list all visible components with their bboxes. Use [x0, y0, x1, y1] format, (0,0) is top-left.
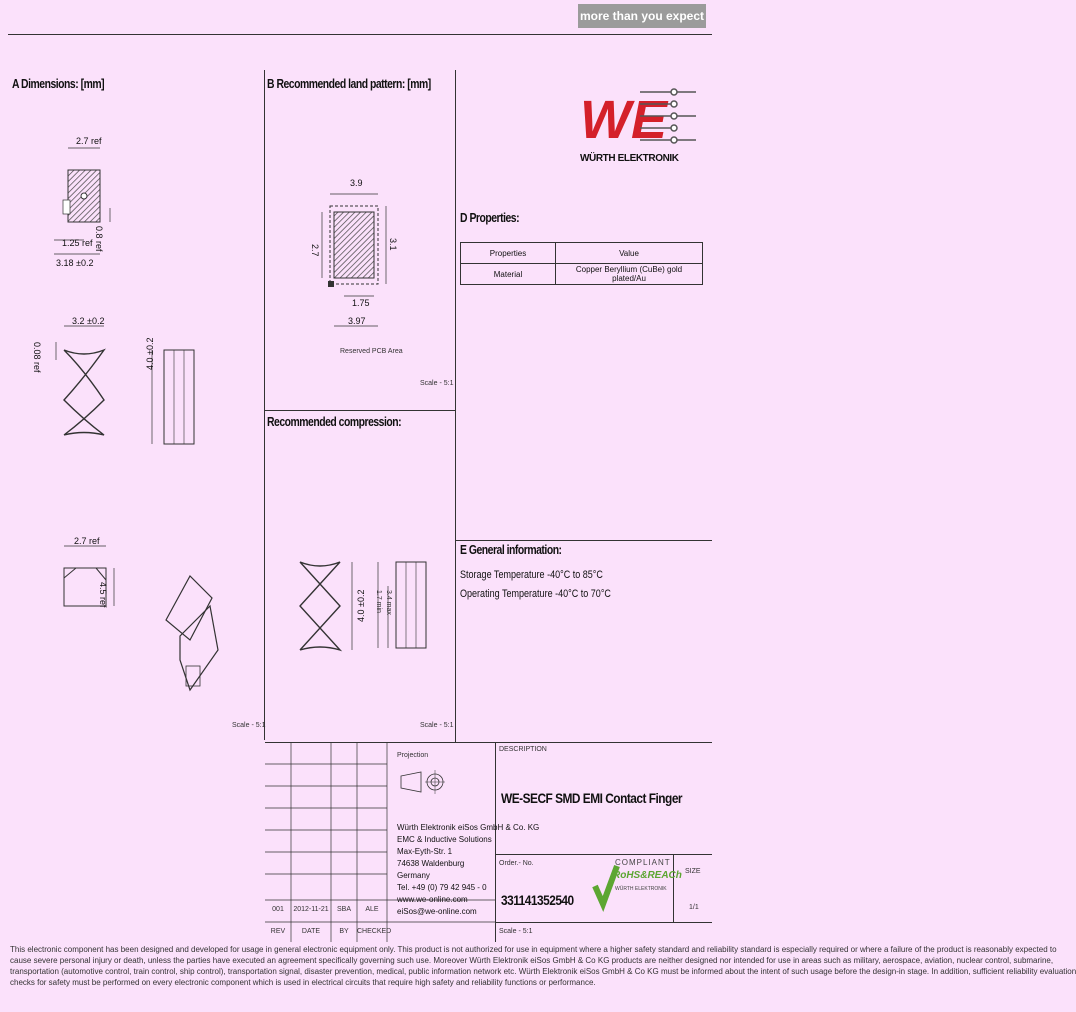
order-code-label: Order.- No.: [499, 860, 534, 867]
rev-date: 2012-11-21: [293, 906, 329, 913]
divider-a: [264, 70, 265, 740]
description-label: DESCRIPTION: [499, 746, 547, 753]
operating-temperature: Operating Temperature -40°C to 70°C: [460, 588, 611, 600]
we-logo-icon: [578, 82, 698, 148]
land-height-left: 2.7: [310, 244, 320, 257]
disclaimer-line: transportation (automotive control, train control, ship control), transportation signal, disaster prevention, medical, public information network etc. Würth Elektronik eiSos GmbH & Co KG must be informed about the intent of such usage before the design-in stage. In addition, sufficient reliability evaluation: [10, 967, 1076, 976]
dimension-drawing-top: [40, 130, 260, 460]
rev-col-checked: CHECKED: [357, 928, 392, 935]
divider-d-e: [455, 540, 712, 541]
dim-side-c: 0.8 ref: [94, 226, 104, 252]
tagline-banner: more than you expect: [578, 4, 706, 28]
compression-min: 1.7 min: [375, 590, 382, 613]
properties-header-value: Value: [556, 243, 703, 264]
address-line: EMC & Inductive Solutions: [397, 835, 492, 844]
divider-b-c: [265, 410, 455, 411]
compliance-badge: [593, 858, 682, 914]
logo-company-name: WÜRTH ELEKTRONIK: [580, 153, 679, 164]
dim-profile-height: 4.0 ±0.2: [145, 337, 155, 370]
title-block: [265, 742, 712, 942]
address-line: 74638 Waldenburg: [397, 859, 465, 868]
compliance-bottom: WÜRTH ELEKTRONIK: [615, 886, 667, 892]
dimension-drawing-bottom: [40, 540, 260, 710]
rev-number: 001: [272, 906, 284, 913]
storage-temperature: Storage Temperature -40°C to 85°C: [460, 569, 603, 581]
website-link[interactable]: www.we-online.com: [397, 895, 468, 904]
logo-mark: WE: [580, 90, 667, 150]
section-a-scale: Scale - 5:1: [232, 722, 266, 729]
projection-label: Projection: [397, 752, 429, 759]
divider-b: [455, 70, 456, 742]
property-name: Material: [461, 264, 556, 285]
land-height-right: 3.1: [388, 238, 398, 251]
compression-height: 4.0 ±0.2: [356, 589, 366, 622]
land-width: 3.9: [350, 178, 363, 188]
land-caption: Reserved PCB Area: [340, 348, 403, 355]
size-label: SIZE: [685, 868, 701, 875]
section-b-scale: Scale - 5:1: [420, 380, 454, 387]
rev-by: SBA: [336, 906, 351, 913]
disclaimer-line: cause severe personal injury or death, unless the parties have executed an agreement specifically governing such use. Moreover Würth Elektronik eiSos GmbH & Co KG products are neither designed nor intended for use in areas such as military, aerospace, aviation, nuclear control, submarine,: [10, 956, 1054, 965]
top-rule: [8, 34, 712, 35]
rev-col-date: DATE: [301, 928, 321, 935]
compliance-mid: RoHS&REACh: [613, 870, 682, 881]
rev-col-rev: REV: [270, 928, 286, 935]
disclaimer-line: checks for safety must be performed on every electronic component which is used in electrical circuits that require high safety and reliability functions or performance.: [10, 978, 596, 987]
compression-max: 3.4 max: [385, 590, 392, 615]
product-description: WE-SECF SMD EMI Contact Finger: [501, 790, 683, 806]
disclaimer-line: This electronic component has been designed and developed for usage in general electronic equipment only. This product is not authorized for use in equipment where a higher safety standard and reliability standard is especially required or where a failure of the product is reasonably expected to: [10, 945, 1057, 954]
dim-lower-width: 2.7 ref: [74, 536, 100, 546]
land-gap: 1.75: [352, 298, 370, 308]
section-b-heading: B Recommended land pattern: [mm]: [267, 76, 431, 91]
dim-top-width: 2.7 ref: [76, 136, 102, 146]
properties-table: [460, 242, 703, 285]
company-logo: [578, 82, 698, 172]
address-line: Germany: [397, 871, 430, 880]
dim-side-b: 3.18 ±0.2: [56, 258, 94, 268]
section-d-heading: D Properties:: [460, 210, 520, 225]
page-number: 1/1: [689, 904, 699, 911]
table-row: [461, 264, 703, 285]
land-total: 3.97: [348, 316, 366, 326]
rev-col-by: BY: [339, 928, 349, 935]
address-line: Tel. +49 (0) 79 42 945 - 0: [397, 883, 487, 892]
dim-side-a: 1.25 ref: [62, 238, 93, 248]
properties-header-property: Properties: [461, 243, 556, 264]
disclaimer: [10, 944, 1076, 988]
rev-checked: ALE: [365, 906, 379, 913]
dim-lower-height: 4.5 ref: [98, 582, 108, 608]
compliance-top: COMPLIANT: [615, 858, 671, 867]
address-line: Würth Elektronik eiSos GmbH & Co. KG: [397, 823, 540, 832]
property-value: Copper Beryllium (CuBe) gold plated/Au: [556, 264, 703, 285]
order-code: 331141352540: [501, 892, 574, 908]
section-a-heading: A Dimensions: [mm]: [12, 76, 105, 91]
title-scale: Scale - 5:1: [499, 928, 533, 935]
address-line: Max-Eyth-Str. 1: [397, 847, 453, 856]
section-e-heading: E General information:: [460, 542, 562, 557]
section-c-heading: Recommended compression:: [267, 414, 402, 429]
email-link[interactable]: eiSos@we-online.com: [397, 907, 477, 916]
section-c-scale: Scale - 5:1: [420, 722, 454, 729]
dim-profile-thickness: 0.08 ref: [32, 342, 42, 373]
projection-symbol-icon: [397, 764, 447, 800]
dim-profile-width: 3.2 ±0.2: [72, 316, 105, 326]
